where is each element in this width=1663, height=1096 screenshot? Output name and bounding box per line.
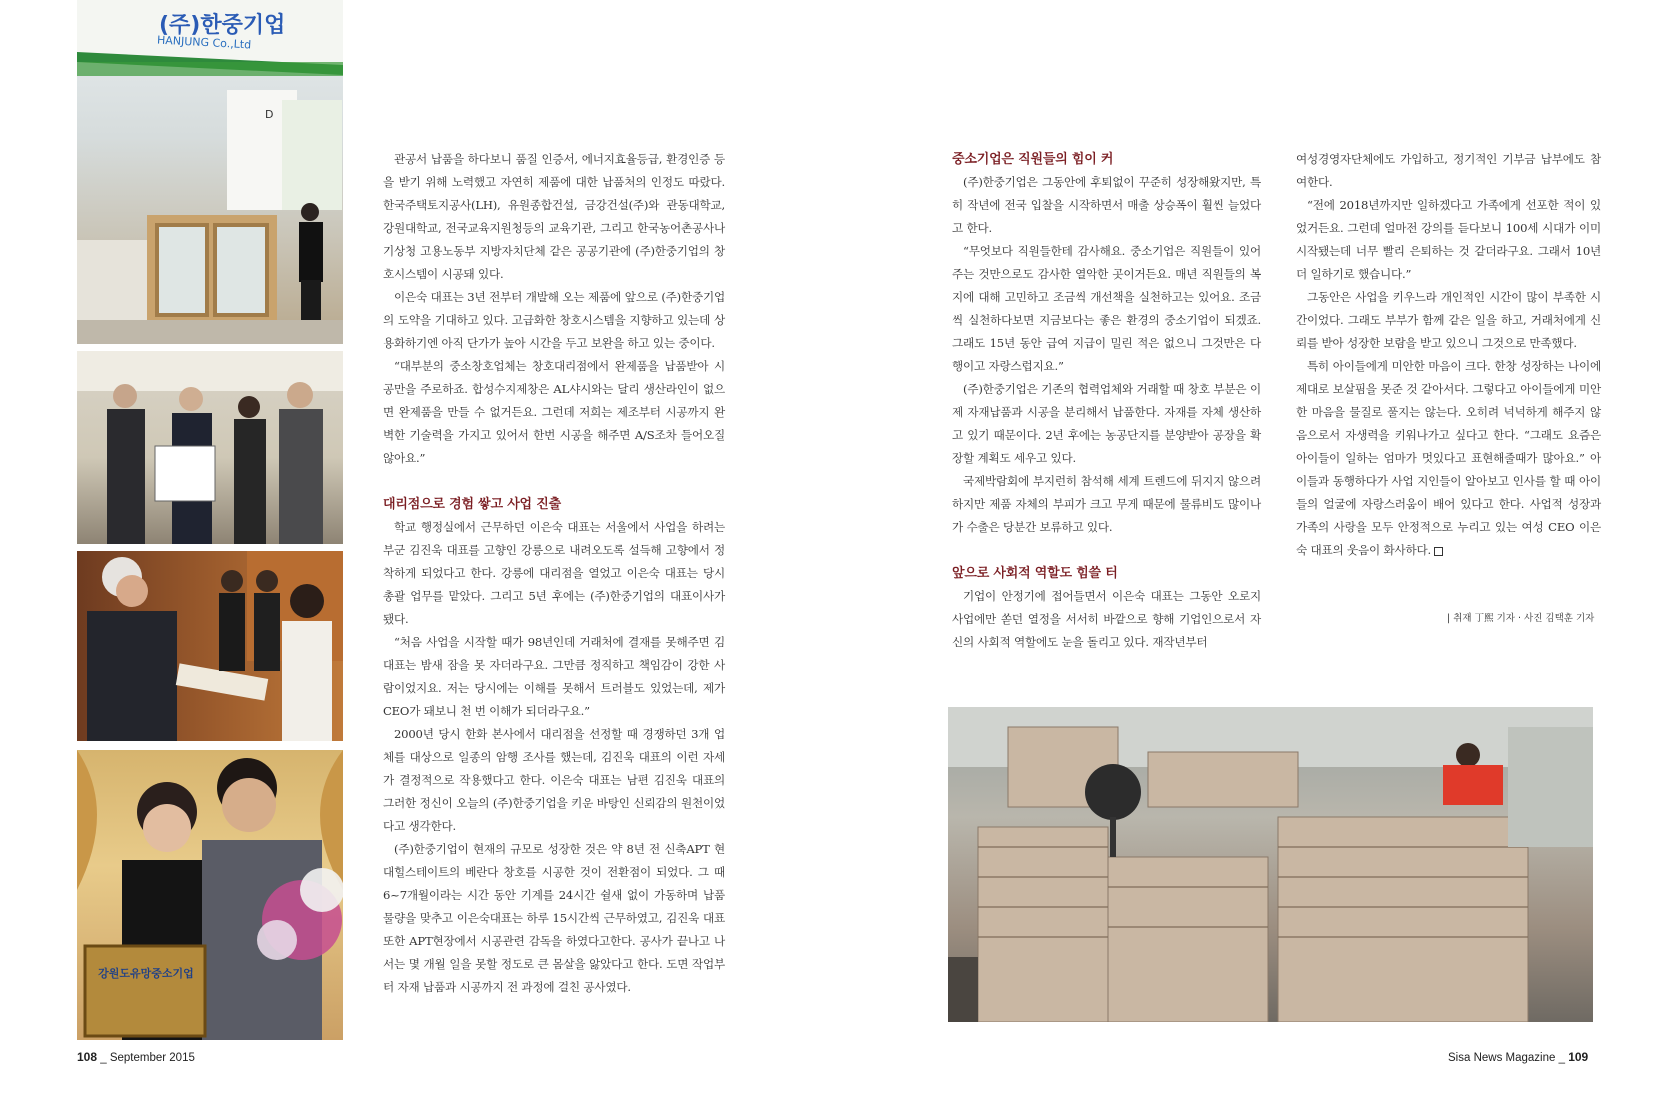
booth-sign-ko: (주)한중기업: [159, 13, 286, 38]
end-mark-icon: [1434, 547, 1443, 556]
photo-couple-plaque: [77, 750, 343, 1040]
photo-award-group: [77, 351, 343, 544]
paragraph: 여성경영자단체에도 가입하고, 정기적인 기부금 납부에도 참여한다.: [1296, 152, 1601, 189]
photo-exhibition-booth: [77, 0, 343, 344]
paragraph: 국제박람회에 부지런히 참석해 세계 트렌드에 뒤지지 않으려 하지만 제품 자체의 부피가 크고 무게 때문에 물류비도 많이나가 수출은 당분간 보류하고 있다.: [952, 474, 1261, 534]
plaque-title: 강원도유망중소기업: [98, 967, 194, 980]
photo-certificate-ceremony: [77, 551, 343, 741]
paragraph: 이은숙 대표는 3년 전부터 개발해 오는 제품에 앞으로 (주)한중기업의 도약을 기대하고 있다. 고급화한 창호시스템을 지향하고 있는데 상용화하기엔 아직 단가가 높아 시간을 두고 보완을 하고 있는 중이다.: [383, 290, 725, 350]
page-folio-right: [1448, 1050, 1588, 1064]
booth-sign-en: HANJUNG Co.,Ltd: [156, 33, 252, 52]
section-heading: 앞으로 사회적 역할도 힘쓸 터: [952, 566, 1118, 581]
photo-credit: | 취재 丁熙 기자 · 사진 김택훈 기자: [1447, 613, 1595, 624]
article-column-1: [383, 148, 725, 999]
paragraph: 기업이 안정기에 접어들면서 이은숙 대표는 그동안 오로지 사업에만 쏟던 열정을 서서히 바깥으로 향해 기업인으로서 자신의 사회적 역할에도 눈을 돌리고 있다. 재작년부터: [952, 589, 1261, 649]
paragraph: “대부분의 중소창호업체는 창호대리점에서 완제품을 납품받아 시공만을 주로하죠. 합성수지제창은 AL샤시와는 달리 생산라인이 없으면 완제품을 만들 수 없거든요. 그런데 저희는 제조부터 시공까지 완벽한 기술력을 가지고 있어서 한번 시공을 해주면 A/S조차 들어오질 않아요.”: [383, 359, 725, 465]
paragraph: 2000년 당시 한화 본사에서 대리점을 선정할 때 경쟁하던 3개 업체를 대상으로 일종의 암행 조사를 했는데, 김진욱 대표의 이런 자세가 결정적으로 작용했다고 한다. 이은숙 대표는 남편 김진욱 대표의 그러한 정신이 오늘의 (주)한중기업을 키운 바탕인 신뢰감의 원천이었다고 생각한다.: [383, 727, 725, 833]
article-column-3: [1296, 148, 1601, 562]
photo-factory-floor: [948, 707, 1593, 1022]
paragraph: “전에 2018년까지만 일하겠다고 가족에게 선포한 적이 있었거든요. 그런데 얼마전 강의를 듣다보니 100세 시대가 이미 시작됐는데 너무 빨리 은퇴하는 것 같더라구요. 그래서 10년 더 일하기로 했습니다.”: [1296, 198, 1601, 281]
paragraph: 그동안은 사업을 키우느라 개인적인 시간이 많이 부족한 시간이었다. 그래도 부부가 함께 같은 일을 하고, 거래처에게 신뢰를 받아 성장한 보람을 받고 있으니 그것으로 만족했다.: [1296, 290, 1601, 350]
magazine-name: Sisa News Magazine _: [1448, 1052, 1565, 1064]
paragraph: “무엇보다 직원들한테 감사해요. 중소기업은 직원들이 있어 주는 것만으로도 감사한 열악한 곳이거든요. 매년 직원들의 복지에 대해 고민하고 조금씩 개선책을 실천하고는 있어요. 조금씩 실천하다보면 지금보다는 좋은 환경의 중소기업이 되겠죠. 그래도 15년 동안 급여 지급이 밀린 적은 없으니 그것만은 다행이고 자랑스럽지요.”: [952, 244, 1261, 373]
paragraph: 특히 아이들에게 미안한 마음이 크다. 한창 성장하는 나이에 제대로 보살핌을 못준 것 같아서다. 그렇다고 아이들에게 미안한 마음을 물질로 풀지는 않는다. 오히려 넉넉하게 해주지 않음으로서 자생력을 키워나가고 싶다고 한다. “그래도 요즘은 아이들이 일하는 엄마가 멋있다고 표현해줄때가 많아요.” 아이들과 동행하다가 사업 지인들이 알아보고 인사를 할 때 아이들의 얼굴에 자랑스러움이 배어 있다고 한다. 사업적 성장과 가족의 사랑을 모두 안정적으로 누리고 있는 여성 CEO 이은숙 대표의 웃음이 화사하다.: [1296, 359, 1601, 557]
section-heading: 대리점으로 경험 쌓고 사업 진출: [383, 497, 561, 512]
article-column-2: [952, 148, 1261, 654]
page-number: 109: [1568, 1050, 1589, 1064]
paragraph: 관공서 납품을 하다보니 품질 인증서, 에너지효율등급, 환경인증 등을 받기 위해 노력했고 자연히 제품에 대한 납품처의 인정도 따랐다. 한국주택토지공사(LH), 유원종합건설, 금강건설(주)와 관동대학교, 강원대학교, 전국교육지원청등의 교육기관, 그리고 한국농어촌공사나 기상청 고용노동부 지방자치단체 같은 공공기관에 (주)한중기업의 창호시스템이 시공돼 있다.: [383, 152, 725, 281]
page-number: 108: [77, 1050, 98, 1064]
paragraph: “처음 사업을 시작할 때가 98년인데 거래처에 결재를 못해주면 김 대표는 밤새 잠을 못 자더라구요. 그만큼 정직하고 책임감이 강한 사람이었지요. 저는 당시에는 이해를 못해서 트러블도 있었는데, 제가 CEO가 돼보니 천 번 이해가 되더라구요.”: [383, 635, 725, 718]
section-heading: 중소기업은 직원들의 힘이 커: [952, 152, 1114, 167]
paragraph: (주)한중기업은 기존의 협력업체와 거래할 때 창호 부분은 이제 자재납품과 시공을 분리해서 납품한다. 자재를 자체 생산하고 있기 때문이다. 2년 후에는 농공단지를 분양받아 공장을 확장할 계획도 세우고 있다.: [952, 382, 1261, 465]
paragraph: (주)한중기업은 그동안에 후퇴없이 꾸준히 성장해왔지만, 특히 작년에 전국 입찰을 시작하면서 매출 상승폭이 훨씬 늘었다고 한다.: [952, 175, 1261, 235]
page-folio-left: [77, 1050, 195, 1064]
paragraph: 학교 행정실에서 근무하던 이은숙 대표는 서울에서 사업을 하려는 부군 김진욱 대표를 고향인 강릉으로 내려오도록 설득해 고향에서 정착하게 되었다고 한다. 강릉에 대리점을 열었고 이은숙 대표는 당시 총괄 업무를 맡았다. 그리고 5년 후에는 (주)한중기업의 대표이사가 됐다.: [383, 520, 725, 626]
paragraph: (주)한중기업이 현재의 규모로 성장한 것은 약 8년 전 신축APT 현대힐스테이트의 베란다 창호를 시공한 것이 전환점이 되었다. 그 때 6~7개월이라는 시간 동안 기계를 24시간 쉴새 없이 가동하며 납품 물량을 맞추고 이은숙대표는 하루 15시간씩 근무하였고, 김진욱 대표또한 APT현장에서 시공관련 감독을 하였다고한다. 공사가 끝나고 나서는 몇 개월 일을 못할 정도로 큰 몸살을 앓았다고 한다. 도면 작업부터 자재 납품과 시공까지 전 과정에 걸친 공사였다.: [383, 842, 725, 994]
issue-date: _ September 2015: [100, 1052, 195, 1064]
booth-number: D: [265, 108, 274, 121]
